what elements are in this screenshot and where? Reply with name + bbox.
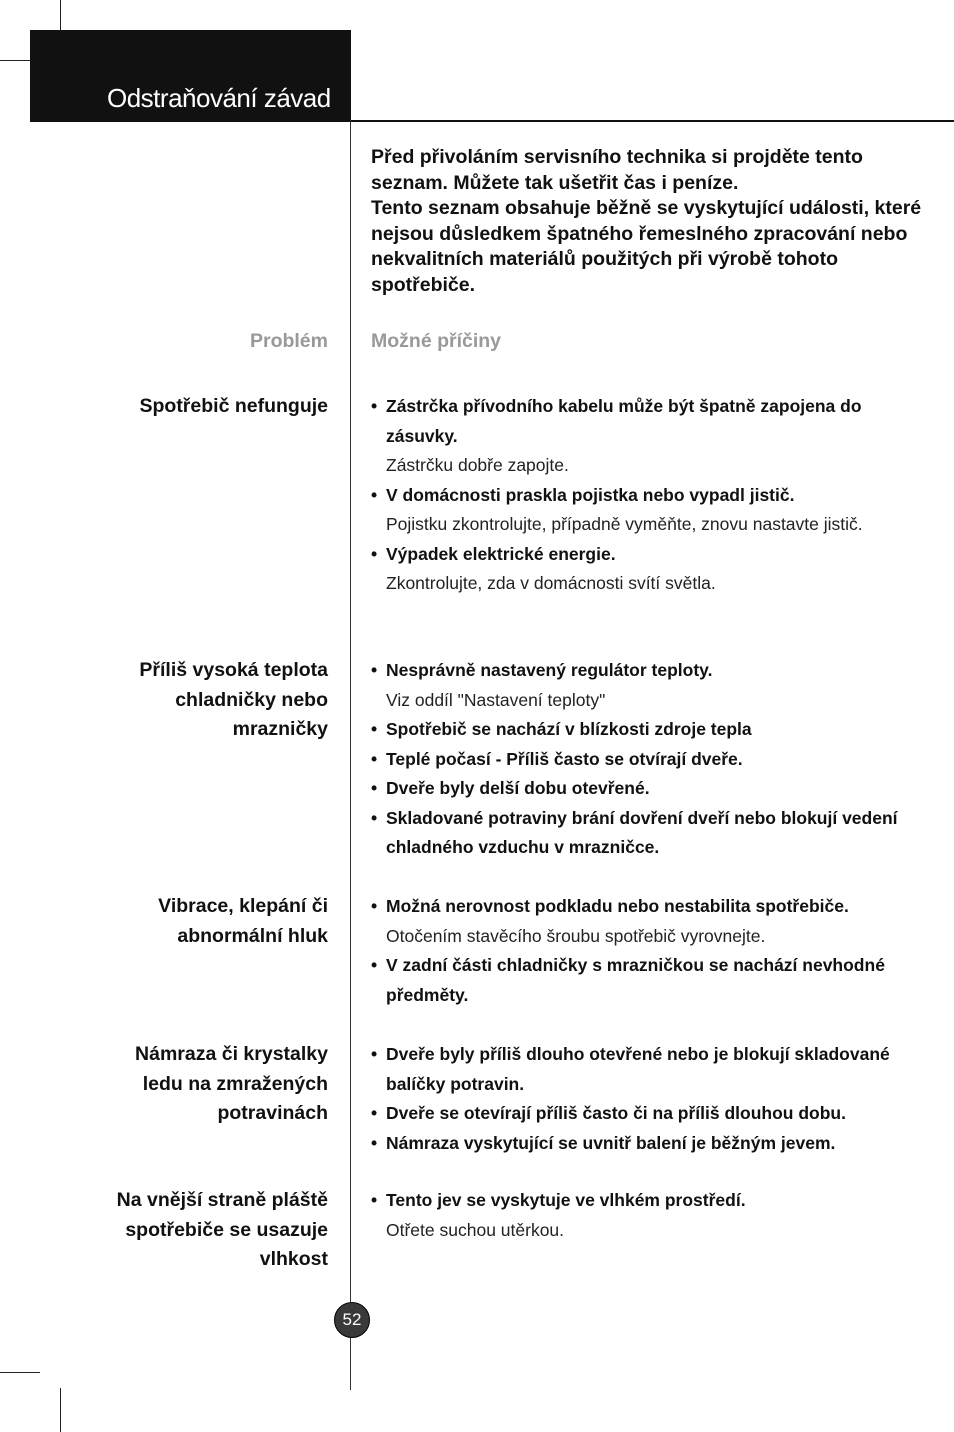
- crop-mark: [0, 1372, 40, 1373]
- column-header-cause: Možné příčiny: [371, 330, 502, 352]
- cause-list: [371, 1040, 931, 1158]
- cause-item: • Nesprávně nastavený regulátor teploty.: [371, 660, 713, 680]
- column-header-problem: Problém: [249, 330, 328, 352]
- cause-item: • Námraza vyskytující se uvnitř balení je běžným jevem.: [371, 1132, 836, 1153]
- problem-title: Spotřebič nefunguje: [139, 395, 328, 417]
- cause-remedy: Pojistku zkontrolujte, případně vyměňte, znovu nastavte jistič.: [386, 514, 863, 534]
- cause-item: • Teplé počasí - Příliš často se otvírají dveře.: [371, 748, 743, 769]
- cause-list: [371, 892, 931, 1010]
- cause-list: [371, 392, 931, 599]
- intro-paragraph: Tento seznam obsahuje běžně se vyskytující události, které nejsou důsledkem špatného řemeslného zpracování nebo nekvalitních materiálů použitých při výrobě tohoto spotřebiče.: [371, 197, 922, 296]
- cause-item: • V zadní části chladničky s mrazničkou se nachází nevhodné předměty.: [371, 955, 885, 1005]
- problem-title: Vibrace, klepání či abnormální hluk: [158, 895, 328, 947]
- problem-title: Příliš vysoká teplota chladničky nebo mrazničky: [139, 659, 328, 740]
- problem-title: Na vnější straně pláště spotřebiče se usazuje vlhkost: [116, 1189, 328, 1270]
- cause-item: • Dveře byly delší dobu otevřené.: [371, 778, 650, 798]
- cause-remedy: Otřete suchou utěrkou.: [386, 1219, 565, 1240]
- cause-item: • Výpadek elektrické energie.: [371, 543, 616, 564]
- cause-item: • Spotřebič se nachází v blízkosti zdroje tepla: [371, 719, 752, 739]
- cause-remedy: Zástrčku dobře zapojte.: [386, 455, 569, 475]
- page-number-badge: 52: [334, 1302, 370, 1338]
- cause-item: • Možná nerovnost podkladu nebo nestabilita spotřebiče.: [371, 896, 849, 916]
- header-rule: [30, 120, 954, 122]
- problem-title: Námraza či krystalky ledu na zmražených potravinách: [135, 1043, 328, 1124]
- cause-list: [371, 656, 931, 863]
- intro-paragraph: Před přivoláním servisního technika si projděte tento seznam. Můžete tak ušetřit čas i peníze.: [371, 146, 863, 194]
- crop-mark: [0, 60, 30, 61]
- cause-item: • Tento jev se vyskytuje ve vlhkém prostředí.: [371, 1190, 746, 1210]
- intro-text: [371, 145, 931, 298]
- cause-remedy: Zkontrolujte, zda v domácnosti svítí světla.: [386, 573, 716, 593]
- cause-item: • V domácnosti praskla pojistka nebo vypadl jistič.: [371, 484, 795, 505]
- cause-item: • Skladované potraviny brání dovření dveří nebo blokují vedení chladného vzduchu v mrazničce.: [371, 807, 898, 857]
- cause-item: • Dveře byly příliš dlouho otevřené nebo je blokují skladované balíčky potravin.: [371, 1044, 890, 1094]
- crop-mark: [60, 1388, 61, 1432]
- cause-item: • Zástrčka přívodního kabelu může být špatně zapojena do zásuvky.: [371, 396, 862, 446]
- page-title: Odstraňování závad: [107, 83, 331, 113]
- column-divider: [350, 120, 351, 1390]
- cause-list: [371, 1186, 931, 1245]
- cause-item: • Dveře se otevírají příliš často či na příliš dlouhou dobu.: [371, 1103, 846, 1123]
- cause-remedy: Otočením stavěcího šroubu spotřebič vyrovnejte.: [386, 925, 766, 946]
- cause-remedy: Viz oddíl "Nastavení teploty": [386, 689, 606, 710]
